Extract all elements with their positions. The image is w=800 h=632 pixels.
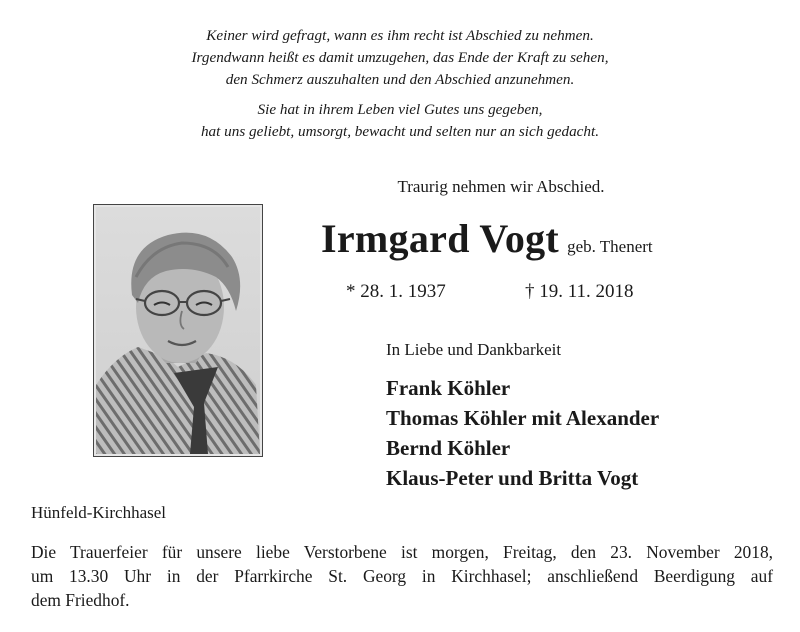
deceased-name-line xyxy=(321,215,741,262)
deceased-name: Irmgard Vogt xyxy=(321,216,560,261)
notice-line: dem Friedhof. xyxy=(31,590,130,610)
notice-line: um 13.30 Uhr in der Pfarrkirche St. Georg in Kirchhasel; anschließend Beerdigung auf xyxy=(31,566,773,586)
poem-line: Sie hat in ihrem Leben viel Gutes uns gegeben, xyxy=(257,101,543,118)
poem-line: hat uns geliebt, umsorgt, bewacht und selten nur an sich gedacht. xyxy=(200,123,600,140)
poem-stanza-1 xyxy=(1,25,799,91)
notice-line: Die Trauerfeier für unsere liebe Verstorbene ist morgen, Freitag, den 23. November 2018, xyxy=(31,542,773,562)
poem-line: Keiner wird gefragt, wann es ihm recht ist Abschied zu nehmen. xyxy=(206,27,594,44)
maiden-name: geb. Thenert xyxy=(567,237,653,256)
mourner: Klaus-Peter und Britta Vogt xyxy=(386,466,639,490)
mourner: Thomas Köhler mit Alexander xyxy=(386,406,660,430)
announcement: Traurig nehmen wir Abschied. xyxy=(397,177,605,196)
dedication: In Liebe und Dankbarkeit xyxy=(386,340,562,359)
place-name: Hünfeld-Kirchhasel xyxy=(31,503,167,522)
poem-line: den Schmerz auszuhalten und den Abschied anzunehmen. xyxy=(225,71,575,88)
mourners-list xyxy=(386,373,659,493)
mourner: Frank Köhler xyxy=(386,376,511,400)
mourner: Bernd Köhler xyxy=(386,436,511,460)
poem xyxy=(1,25,799,143)
poem-line: Irgendwann heißt es damit umzugehen, das Ende der Kraft zu sehen, xyxy=(191,49,609,66)
portrait-photo-icon xyxy=(96,207,260,454)
birth-date: * 28. 1. 1937 xyxy=(346,281,446,302)
funeral-notice xyxy=(31,540,773,612)
death-date: † 19. 11. 2018 xyxy=(525,281,634,302)
portrait-photo xyxy=(93,204,263,457)
poem-stanza-2 xyxy=(1,99,799,143)
